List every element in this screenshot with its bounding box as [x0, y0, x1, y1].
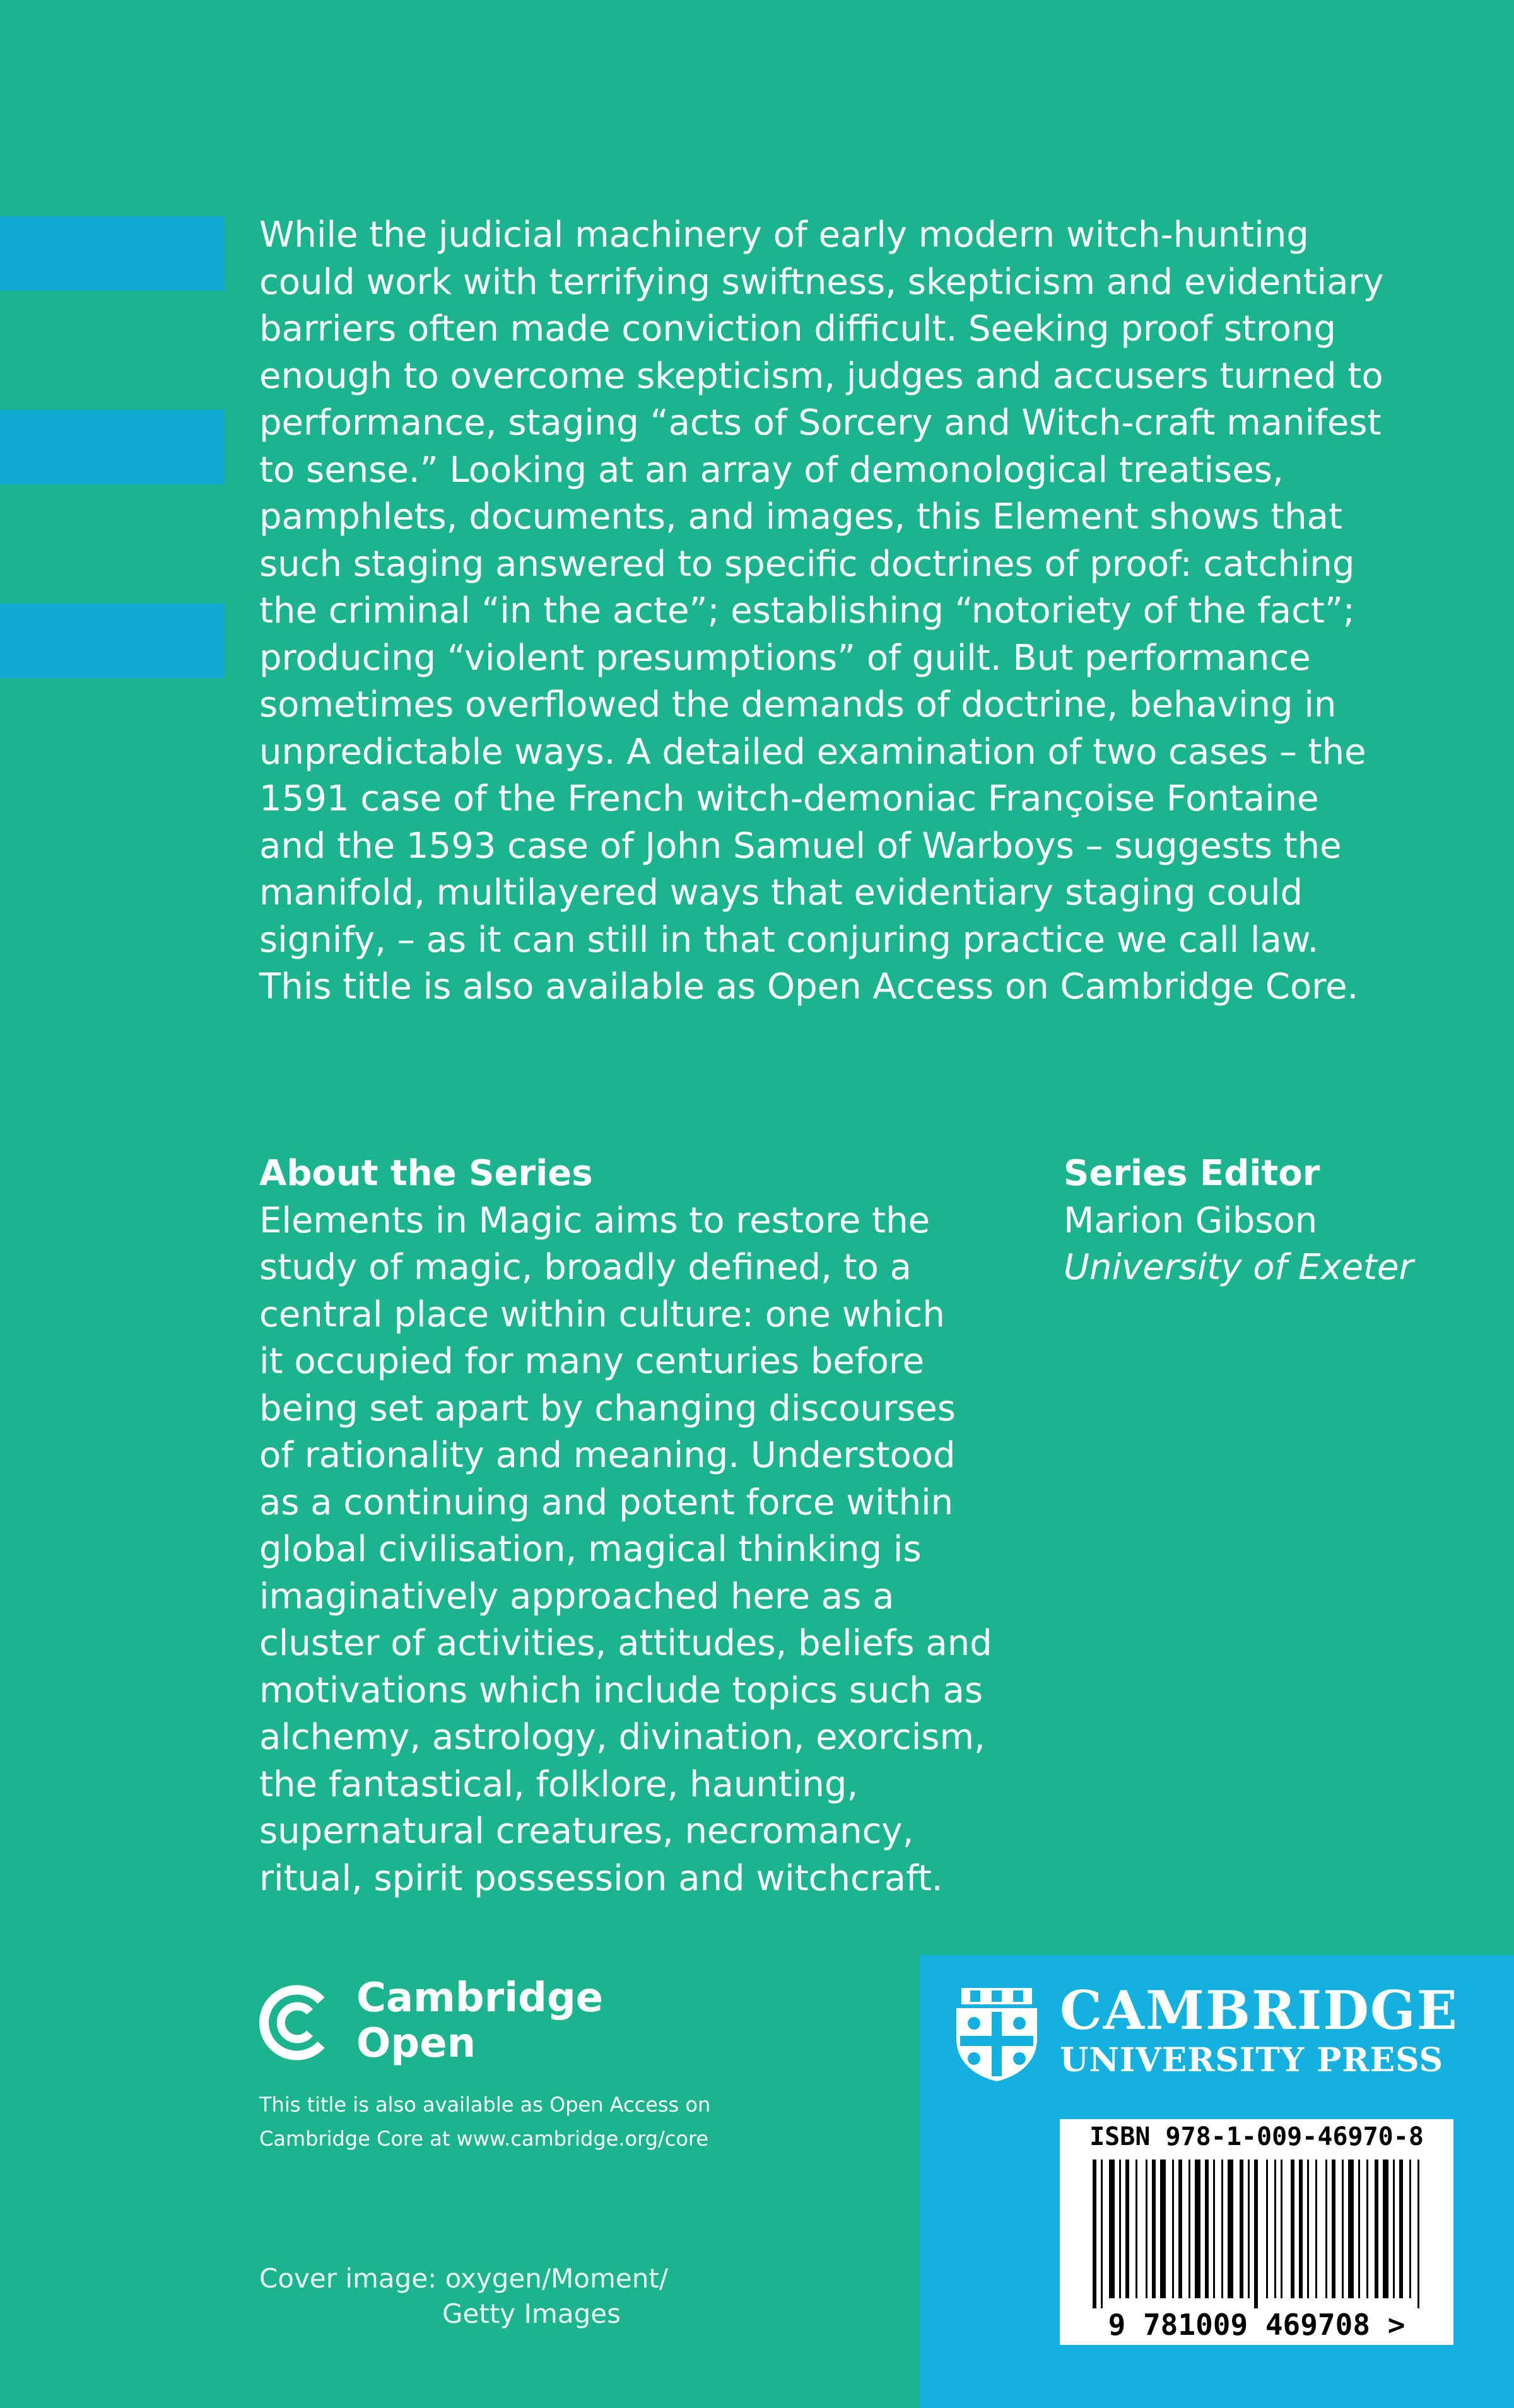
- about-series-section: [259, 1150, 1042, 1902]
- barcode-bar: [1332, 2160, 1335, 2298]
- series-line: global civilisation, magical thinking is: [259, 1529, 922, 1570]
- description-line: could work with terrifying swiftness, skepticism and evidentiary: [259, 261, 1384, 303]
- editor-affiliation: University of Exeter: [1064, 1247, 1414, 1288]
- description-line: to sense.” Looking at an array of demonological treatises,: [259, 449, 1284, 491]
- barcode-bars: [1093, 2160, 1419, 2308]
- decorative-bar-3: [0, 604, 225, 678]
- barcode-bar: [1213, 2160, 1215, 2298]
- description-line: signify, – as it can still in that conjuring practice we call law.: [259, 919, 1319, 961]
- open-access-note: [259, 2088, 710, 2156]
- isbn-barcode: [1060, 2119, 1453, 2345]
- description-line: such staging answered to specific doctrines of proof: catching: [259, 543, 1355, 585]
- series-line: cluster of activities, attitudes, beliefs and: [259, 1623, 992, 1664]
- barcode-bar: [1240, 2160, 1243, 2298]
- cambridge-open-c-icon: [255, 1982, 337, 2064]
- barcode-bar: [1093, 2160, 1096, 2308]
- isbn-label: ISBN 978-1-009-46970-8: [1089, 2122, 1424, 2151]
- editor-name: Marion Gibson: [1064, 1200, 1318, 1241]
- description-line: sometimes overflowed the demands of doctrine, behaving in: [259, 684, 1337, 725]
- decorative-bar-2: [0, 410, 225, 484]
- barcode-bar: [1254, 2160, 1258, 2308]
- series-line: supernatural creatures, necromancy,: [259, 1811, 914, 1852]
- barcode-bar: [1348, 2160, 1354, 2298]
- series-line: of rationality and meaning. Understood: [259, 1435, 956, 1476]
- description-line: pamphlets, documents, and images, this Element shows that: [259, 496, 1342, 537]
- series-editor-heading: Series Editor: [1064, 1153, 1320, 1194]
- description-line: producing “violent presumptions” of guilt. But performance: [259, 637, 1311, 679]
- series-line: Elements in Magic aims to restore the: [259, 1200, 930, 1241]
- barcode-bar: [1383, 2160, 1388, 2298]
- open-access-note-line: Cambridge Core at www.cambridge.org/core: [259, 2127, 709, 2151]
- barcode-bar: [1409, 2160, 1411, 2298]
- barcode-bar: [1160, 2160, 1166, 2298]
- publisher-name-line-2: UNIVERSITY PRESS: [1060, 2041, 1444, 2079]
- series-line: alchemy, astrology, divination, exorcism,: [259, 1717, 985, 1758]
- description-line: the criminal “in the acte”; establishing “notoriety of the fact”;: [259, 590, 1355, 631]
- barcode-digits: 9 781009 469708 >: [1108, 2308, 1405, 2340]
- open-access-note-line: This title is also available as Open Access on: [259, 2093, 711, 2117]
- barcode-bar: [1274, 2160, 1276, 2298]
- publisher-name: [1060, 1980, 1458, 2080]
- description-line: While the judicial machinery of early modern witch-hunting: [259, 214, 1309, 255]
- cambridge-open-wordmark: [356, 1975, 603, 2066]
- barcode-bar: [1291, 2160, 1294, 2298]
- barcode-bar: [1342, 2160, 1344, 2298]
- cambridge-open-word-1: Cambridge: [356, 1975, 604, 2021]
- series-line: imaginatively approached here as a: [259, 1575, 895, 1617]
- barcode-bar: [1221, 2160, 1223, 2298]
- cover-image-credit: [259, 2261, 668, 2332]
- barcode-bar: [1205, 2160, 1209, 2298]
- barcode-bar: [1417, 2160, 1419, 2308]
- barcode-bar: [1146, 2160, 1147, 2298]
- barcode-bar: [1188, 2160, 1190, 2298]
- about-series-heading: About the Series: [259, 1153, 593, 1194]
- barcode-bar: [1399, 2160, 1403, 2298]
- cambridge-shield-icon: [953, 1980, 1041, 2084]
- description-line: unpredictable ways. A detailed examination of two cases – the: [259, 731, 1366, 773]
- description-line: performance, staging “acts of Sorcery and Witch-craft manifest: [259, 402, 1382, 443]
- barcode-bar: [1307, 2160, 1309, 2298]
- cambridge-university-press-logo: [953, 1980, 1495, 2088]
- barcode-bar: [1375, 2160, 1378, 2298]
- publisher-name-line-1: CAMBRIDGE: [1060, 1979, 1458, 2042]
- series-line: the fantastical, folklore, haunting,: [259, 1763, 859, 1805]
- series-line: study of magic, broadly defined, to a: [259, 1247, 912, 1288]
- barcode-bar: [1109, 2160, 1115, 2298]
- barcode-bar: [1172, 2160, 1174, 2298]
- barcode-bar: [1228, 2160, 1233, 2298]
- description-line: and the 1593 case of John Samuel of Warboys – suggests the: [259, 825, 1342, 867]
- book-description: [259, 212, 1445, 1011]
- barcode-bar: [1315, 2160, 1317, 2298]
- barcode-bar: [1358, 2160, 1360, 2298]
- description-line: This title is also available as Open Access on Cambridge Core.: [259, 966, 1359, 1007]
- barcode-bar: [1125, 2160, 1129, 2298]
- barcode-bar: [1299, 2160, 1303, 2298]
- barcode-bar: [1266, 2160, 1268, 2298]
- decorative-bar-1: [0, 216, 225, 291]
- barcode-bar: [1366, 2160, 1368, 2298]
- barcode-bar: [1248, 2160, 1250, 2298]
- barcode-bar: [1281, 2160, 1282, 2298]
- series-editor-section: [1064, 1150, 1467, 1292]
- series-line: as a continuing and potent force within: [259, 1482, 954, 1523]
- credit-line: Getty Images: [442, 2298, 621, 2329]
- cambridge-open-word-2: Open: [356, 2020, 476, 2067]
- barcode-graphic: [1067, 2157, 1446, 2340]
- series-line: motivations which include topics such as: [259, 1669, 983, 1711]
- description-line: barriers often made conviction difficult. Seeking proof strong: [259, 308, 1336, 349]
- barcode-bar: [1101, 2160, 1103, 2308]
- series-line: ritual, spirit possession and witchcraft.: [259, 1857, 943, 1899]
- barcode-bar: [1152, 2160, 1156, 2298]
- cambridge-open-logo: [255, 1975, 823, 2070]
- description-line: manifold, multilayered ways that evidentiary staging could: [259, 872, 1303, 913]
- description-line: 1591 case of the French witch-demoniac Françoise Fontaine: [259, 778, 1319, 819]
- series-line: central place within culture: one which: [259, 1294, 945, 1335]
- barcode-bar: [1325, 2160, 1327, 2298]
- series-line: it occupied for many centuries before: [259, 1341, 925, 1382]
- barcode-bar: [1119, 2160, 1121, 2298]
- description-line: enough to overcome skepticism, judges and accusers turned to: [259, 355, 1383, 397]
- barcode-bar: [1136, 2160, 1137, 2298]
- series-line: being set apart by changing discourses: [259, 1388, 956, 1429]
- barcode-bar: [1178, 2160, 1182, 2298]
- barcode-bar: [1393, 2160, 1395, 2298]
- credit-line: Cover image: oxygen/Moment/: [259, 2263, 668, 2294]
- barcode-bar: [1195, 2160, 1200, 2298]
